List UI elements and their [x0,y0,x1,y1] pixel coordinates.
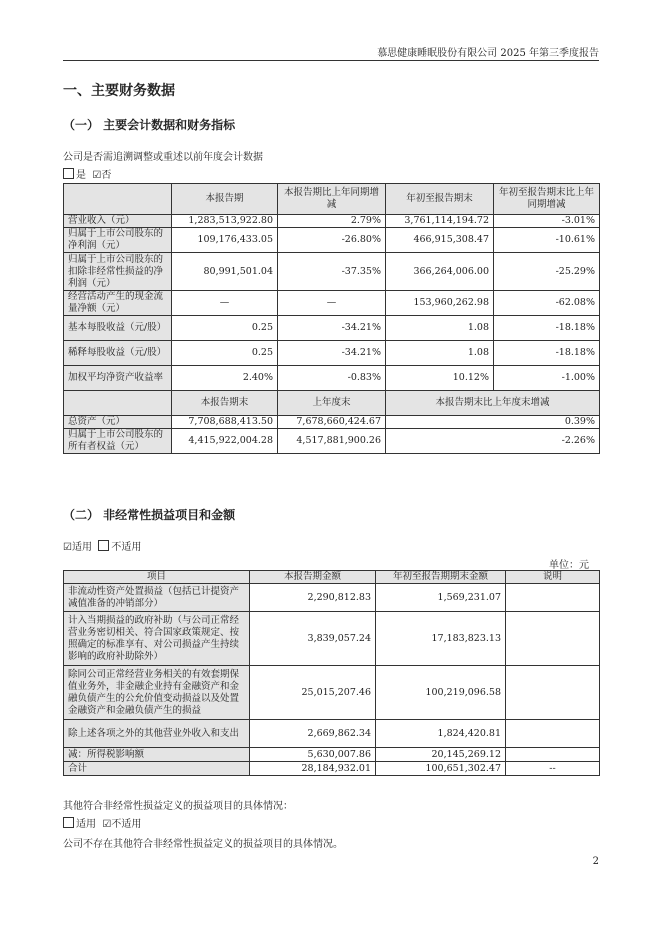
table-row: 稀释每股收益（元/股） 0.25 -34.21% 1.08 -18.18% [64,341,600,366]
table-row: 归属于上市公司股东的所有者权益（元） 4,415,922,004.28 4,517,881,900.26 -2.26% [64,429,600,454]
col-header: 年初至报告期末 [386,184,494,215]
col-header: 说明 [506,571,600,584]
table-row: 归属于上市公司股东的扣除非经常性损益的净利润（元） 80,991,501.04 -37.35% 366,264,006.00 -25.29% [64,253,600,291]
table-row: 非流动性资产处置损益（包括已计提资产减值准备的冲销部分） 2,290,812.83 1,569,231.07 [64,584,600,612]
table-row: 合计 28,184,932.01 100,651,302.47 -- [64,762,600,776]
report-header: 慕思健康睡眠股份有限公司 2025 年第三季度报告 [377,48,599,59]
col-header: 本报告期末比上年度末增减 [386,391,600,416]
restatement-options [63,166,111,181]
subsection-title-1: （一） 主要会计数据和财务指标 [63,118,236,132]
checked-mark[interactable]: ☑ [102,819,112,830]
no-other-items-statement: 公司不存在其他符合非经常性损益定义的损益项目的具体情况。 [63,839,343,850]
table-row: 归属于上市公司股东的净利润（元） 109,176,433.05 -26.80% 466,915,308.47 -10.61% [64,228,600,253]
col-header: 上年度末 [278,391,386,416]
table-row: 加权平均净资产收益率 2.40% -0.83% 10.12% -1.00% [64,366,600,391]
col-header: 本报告期 [172,184,278,215]
table-row: 除上述各项之外的其他营业外收入和支出 2,669,862.34 1,824,420.81 [64,720,600,748]
table-row: 除同公司正常经营业务相关的有效套期保值业务外，非金融企业持有金融资产和金融负债产生的公允价值变动损益以及处置金融资产和金融负债产生的损益 25,015,207.46 100,219,096.58 [64,666,600,720]
other-items-options: 适用 ☑不适用 [63,815,141,830]
col-header: 项目 [64,571,250,584]
checked-mark[interactable]: ☑ [92,170,102,181]
section-title: 一、主要财务数据 [63,83,175,99]
key-financial-table [63,183,600,454]
col-header: 年初至报告期末比上年同期增减 [494,184,600,215]
col-header: 本报告期末 [172,391,278,416]
table-row: 总资产（元） 7,708,688,413.50 7,678,660,424.67 0.39% [64,416,600,429]
other-items-note: 其他符合非经常性损益定义的损益项目的具体情况： [63,801,293,812]
checkbox-na[interactable] [98,540,109,551]
col-header: 本报告期比上年同期增减 [278,184,386,215]
unit-label: 单位：元 [549,560,589,571]
restatement-question: 公司是否需追溯调整或重述以前年度会计数据 [63,152,263,163]
table-row: 计入当期损益的政府补助（与公司正常经营业务密切相关、符合国家政策规定、按照确定的标准享有、对公司损益产生持续影响的政府补助除外） 3,839,057.24 17,183,823.13 [64,612,600,666]
col-header: 本报告期金额 [250,571,376,584]
table-row: 基本每股收益（元/股） 0.25 -34.21% 1.08 -18.18% [64,316,600,341]
table-row: 营业收入（元） 1,283,513,922.80 2.79% 3,761,114,194.72 -3.01% [64,215,600,228]
subsection-title-2: （二） 非经常性损益项目和金额 [63,508,236,522]
table-row: 经营活动产生的现金流量净额（元） — — 153,960,262.98 -62.08% [64,291,600,316]
option-no-label: 否 [101,170,112,181]
checkbox-apply[interactable] [63,817,74,828]
checked-mark[interactable]: ☑ [63,542,72,553]
non-recurring-table [63,570,600,776]
page-number: 2 [592,856,599,867]
option-yes-label: 是 [76,170,86,181]
header-divider [63,60,599,61]
col-header: 年初至报告期期末金额 [376,571,506,584]
table-row: 减：所得税影响额 5,630,007.86 20,145,269.12 [64,748,600,762]
checkbox-yes[interactable] [63,168,74,179]
applicability-options: ☑适用 不适用 [63,542,142,553]
